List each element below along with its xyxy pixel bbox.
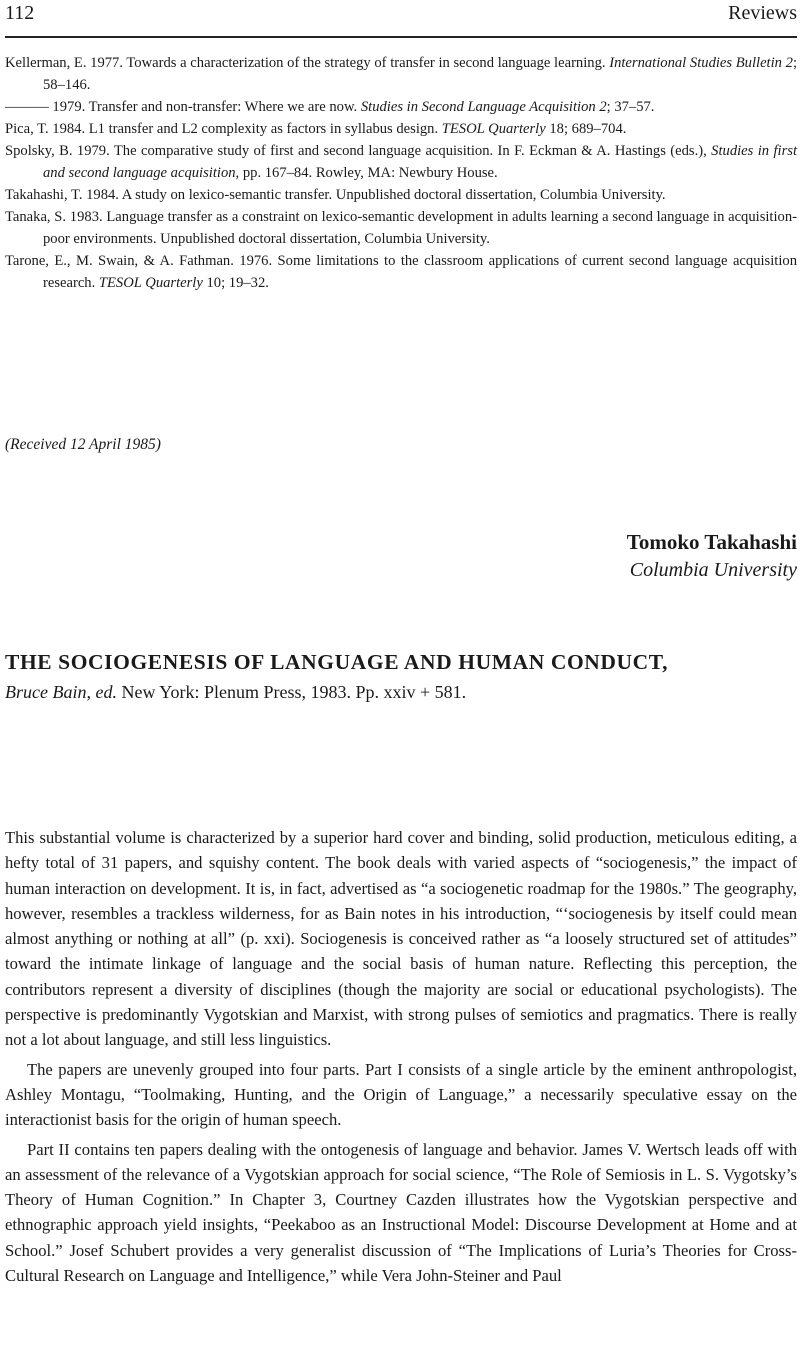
received-date: (Received 12 April 1985) [5,436,161,453]
reference-item: Pica, T. 1984. L1 transfer and L2 complexity as factors in syllabus design. TESOL Quarterly 18; 689–704. [5,121,627,137]
reviewer-name: Tomoko Takahashi [626,530,797,554]
publisher-details: New York: Plenum Press, 1983. Pp. xxiv + 581. [116,682,467,702]
reviewer-signature [627,528,797,584]
paragraph: The papers are unevenly grouped into four parts. Part I consists of a single article by the eminent anthropologist, Ashley Montagu, “Toolmaking, Hunting, and the Origin of Language,” a necessarily speculative essay on the interactionist basis for the origin of human speech. [5,1059,797,1130]
reference-list [5,52,797,294]
publication-info [5,679,466,705]
book-editor: Bruce Bain, ed. [5,682,117,702]
reference-item: Tarone, E., M. Swain, & A. Fathman. 1976. Some limitations to the classroom applications of current second language acquisition research. TESOL Quarterly 10; 19–32. [5,253,797,291]
running-header [5,2,797,32]
reviewer-affiliation: Columbia University [629,559,797,581]
reference-item: Takahashi, T. 1984. A study on lexico-semantic transfer. Unpublished doctoral dissertation, Columbia University. [5,187,666,203]
page-number: 112 [5,2,35,24]
paragraph: This substantial volume is characterized by a superior hard cover and binding, solid production, meticulous editing, a hefty total of 31 papers, and squishy content. The book deals with varied aspects of “sociogenesis,” the impact of human interaction on development. It is, in fact, advertised as “a sociogenetic roadmap for the 1980s.” The geography, however, resembles a trackless wilderness, for as Bain notes in his introduction, “‘sociogenesis by itself could mean almost anything or nothing at all” (p. xxi). Sociogenesis is conceived rather as “a loosely structured set of attitudes” toward the intimate linkage of language and the social basis of human nature. Reflecting this perception, the contributors represent a diversity of disciplines (though the majority are social or educational psychologists). The perspective is predominantly Vygotskian and Marxist, with strong pulses of semiotics and pragmatics. There is really not a lot about language, and still less linguistics. [5,828,797,1050]
reference-item: Spolsky, B. 1979. The comparative study of first and second language acquisition. In F. Eckman & A. Hastings (eds.), Studies in first and second language acquisition, pp. 167–84. Rowley, MA: Newbury House. [5,143,797,181]
section-name: Reviews [728,2,797,24]
reference-item: Tanaka, S. 1983. Language transfer as a constraint on lexico-semantic development in adults learning a second language in acquisition-poor environments. Unpublished doctoral dissertation, Columbia University. [5,209,797,247]
review-body [5,825,797,1288]
reference-item: ——— 1979. Transfer and non-transfer: Where we are now. Studies in Second Language Acquisition 2; 37–57. [5,99,655,115]
review-title: THE SOCIOGENESIS OF LANGUAGE AND HUMAN CONDUCT, [5,650,669,674]
reference-item: Kellerman, E. 1977. Towards a characterization of the strategy of transfer in second language learning. International Studies Bulletin 2; 58–146. [5,55,797,93]
paragraph: Part II contains ten papers dealing with the ontogenesis of language and behavior. James V. Wertsch leads off with an assessment of the relevance of a Vygotskian approach for social science, “The Role of Semiosis in L. S. Vygotsky’s Theory of Human Cognition.” In Chapter 3, Courtney Cazden illustrates how the Vygotskian perspective and ethnographic approach yield insights, “Peekaboo as an Instructional Model: Discourse Development at Home and at School.” Josef Schubert provides a very generalist discussion of “The Implications of Luria’s Theories for Cross-Cultural Research on Language and Intelligence,” while Vera John-Steiner and Paul [5,1139,797,1286]
header-rule [5,36,797,38]
